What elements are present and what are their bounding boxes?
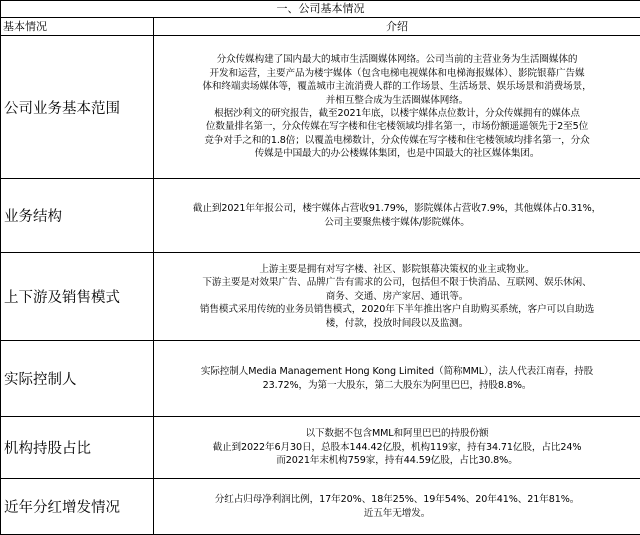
- content-line: 体和终端卖场媒体等，覆盖城市主流消费人群的工作场景、生活场景、娱乐场景和消费场景，: [202, 81, 592, 93]
- content-line: 传媒是中国最大的办公楼媒体集团，也是中国最大的社区媒体集团。: [254, 148, 540, 160]
- row-content-business-structure[interactable]: [154, 179, 640, 253]
- row-content-dividend[interactable]: [154, 479, 640, 535]
- content-line: 根据沙利文的研究报告，截至2021年底，以楼宇媒体点位数计，分众传媒拥有的媒体点: [214, 108, 580, 119]
- table-row: [1, 36, 640, 179]
- row-label-supply-chain-sales[interactable]: 上下游及销售模式: [1, 253, 154, 341]
- content-line: 截止到2021年年报公司，楼宇媒体占营收91.79%，影院媒体占营收7.9%，其他媒体占0.31%，: [192, 203, 602, 215]
- table-row: [1, 417, 640, 479]
- content-line: 楼，付款，投放时间段以及监测。: [325, 317, 469, 329]
- row-content-institutional-holding[interactable]: [154, 417, 640, 479]
- table-title-row: [1, 1, 640, 18]
- row-label-institutional-holding[interactable]: 机构持股占比: [1, 417, 154, 479]
- content-line: 而2021年末机构759家，持有44.59亿股，占比30.8%。: [276, 455, 518, 467]
- row-label-business-structure[interactable]: 业务结构: [1, 179, 154, 253]
- content-line: 公司主要聚焦楼宇媒体/影院媒体。: [324, 216, 470, 228]
- content-line: 开发和运营，主要产品为楼宇媒体（包含电梯电视媒体和电梯海报媒体）、影院银幕广告媒: [209, 67, 585, 79]
- content-line: 下游主要是对效果广告、品牌广告有需求的公司，包括但不限于快消品、互联网、娱乐休闲、: [202, 277, 592, 289]
- row-label-controller[interactable]: 实际控制人: [1, 341, 154, 417]
- table-header-row: [1, 18, 640, 36]
- content-line: 位数量排名第一，分众传媒在写字楼和住宅楼领域均排名第一，市场份额遥遥领先于2至5位: [205, 121, 589, 133]
- content-line: 分红占归母净利润比例，17年20%、18年25%、19年54%、20年41%、21年81%。: [214, 494, 580, 506]
- table-row: [1, 253, 640, 341]
- table-title[interactable]: 一、公司基本情况: [1, 1, 640, 18]
- table-row: [1, 341, 640, 417]
- row-content-supply-chain-sales[interactable]: [154, 253, 640, 341]
- content-line: 实际控制人Media Management Hong Kong Limited（简称MML），法人代表江南春，持股: [200, 366, 594, 378]
- table-row: [1, 179, 640, 253]
- content-line: 截止到2022年6月30日，总股本144.42亿股，机构119家，持有34.71亿股，占比24%: [212, 441, 582, 453]
- row-content-business-scope[interactable]: [154, 36, 640, 179]
- content-line: 销售模式采用传统的业务员销售模式，2020年下半年推出客户自助购买系统，客户可以自助选: [199, 304, 595, 316]
- content-line: 近五年无增发。: [363, 507, 431, 519]
- content-line: 分众传媒构建了国内最大的城市生活圈媒体网络。公司当前的主营业务为生活圈媒体的: [216, 54, 578, 66]
- header-basic-info[interactable]: 基本情况: [1, 18, 154, 36]
- content-line: 23.72%，为第一大股东，第二大股东为阿里巴巴，持股8.8%。: [262, 379, 532, 391]
- content-line: 并相互整合成为生活圈媒体网络。: [325, 94, 469, 106]
- content-line: 上游主要是拥有对写字楼、社区、影院银幕决策权的业主或物业。: [259, 263, 535, 275]
- content-line: 商务、交通、房产家居、通讯等。: [325, 290, 469, 302]
- row-label-business-scope[interactable]: 公司业务基本范围: [1, 36, 154, 179]
- row-content-controller[interactable]: [154, 341, 640, 417]
- content-line: 竞争对手之和的1.8倍；以覆盖电梯数计，分众传媒在写字楼和住宅楼领域均排名第一，分众: [204, 134, 590, 146]
- row-label-dividend[interactable]: 近年分红增发情况: [1, 479, 154, 535]
- header-intro[interactable]: 介绍: [154, 18, 640, 36]
- content-line: 以下数据不包含MML和阿里巴巴的持股份额: [305, 428, 489, 440]
- table-row: [1, 479, 640, 535]
